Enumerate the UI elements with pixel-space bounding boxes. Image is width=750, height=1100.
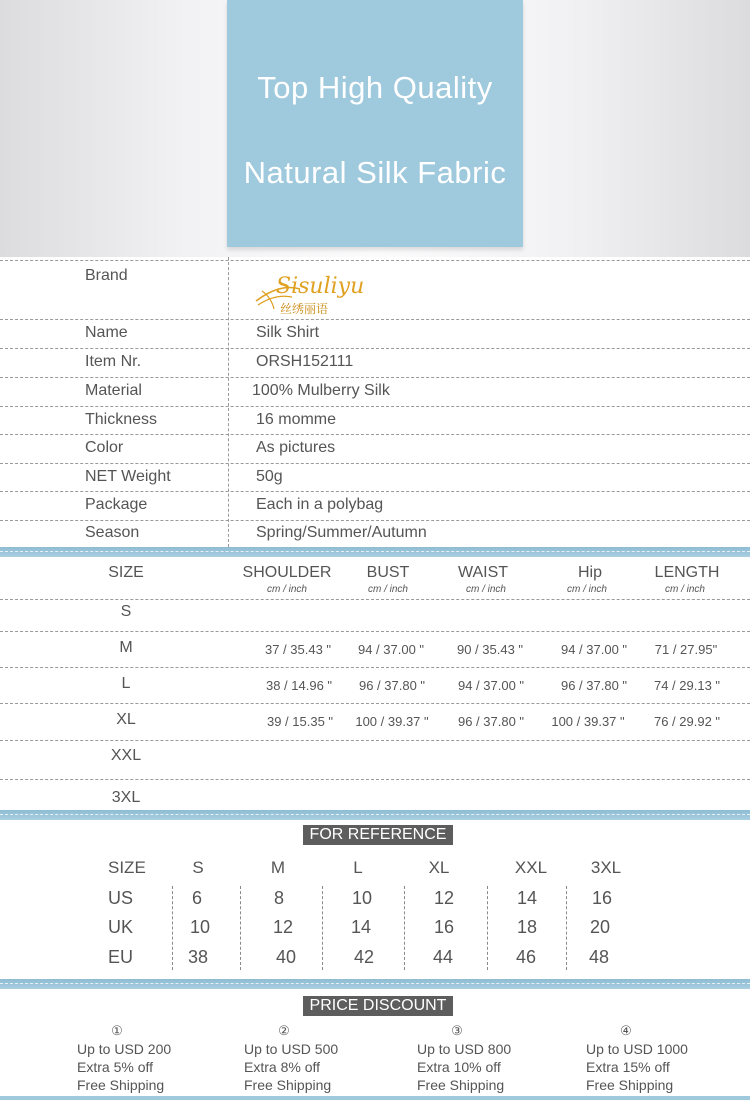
header-title-panel xyxy=(227,0,523,247)
size-chart xyxy=(0,557,750,810)
unit-label: cm / inch xyxy=(367,584,408,595)
reference-separator xyxy=(322,886,323,970)
reference-cell: 16 xyxy=(433,917,455,937)
info-row xyxy=(0,492,750,521)
row-divider xyxy=(0,631,750,632)
brand-logo xyxy=(252,267,392,319)
discount-tier-3 xyxy=(417,1022,577,1094)
tier-number: ④ xyxy=(620,1023,632,1038)
cell-m-hip: 94 / 37.00 " xyxy=(560,642,628,657)
reference-row-label-uk: UK xyxy=(108,917,134,937)
info-value: ORSH152111 xyxy=(256,353,354,370)
size-label-xxl: XXL xyxy=(110,747,142,764)
info-label: Brand xyxy=(85,267,128,284)
tier-discount: Extra 10% off xyxy=(417,1059,501,1075)
info-label: Thickness xyxy=(85,411,158,428)
row-divider xyxy=(0,599,750,600)
discount-tier-2 xyxy=(244,1022,404,1094)
reference-separator xyxy=(487,886,488,970)
discount-tier-1 xyxy=(77,1022,237,1094)
cell-l-length: 74 / 29.13 " xyxy=(653,678,721,693)
info-row xyxy=(0,407,750,435)
column-header-shoulder: SHOULDER xyxy=(242,564,332,581)
reference-cell: 48 xyxy=(588,947,610,967)
info-row xyxy=(0,435,750,464)
info-label: Package xyxy=(85,496,148,513)
tier-threshold: Up to USD 1000 xyxy=(586,1041,688,1057)
section-divider xyxy=(0,547,750,557)
reference-row-label-us: US xyxy=(108,888,134,908)
unit-label: cm / inch xyxy=(266,584,307,595)
reference-cell: 14 xyxy=(350,917,372,937)
reference-cell: 40 xyxy=(275,947,297,967)
reference-cell: 10 xyxy=(351,888,373,908)
cell-l-hip: 96 / 37.80 " xyxy=(560,678,628,693)
header-banner xyxy=(0,0,750,257)
reference-separator xyxy=(240,886,241,970)
info-row xyxy=(0,349,750,378)
reference-separator xyxy=(404,886,405,970)
tier-discount: Extra 15% off xyxy=(586,1059,670,1075)
section-divider xyxy=(0,979,750,989)
info-label: Season xyxy=(85,524,140,541)
column-header-hip: Hip xyxy=(577,564,602,581)
reference-cell: 20 xyxy=(589,917,611,937)
unit-label: cm / inch xyxy=(664,584,705,595)
row-divider xyxy=(0,703,750,704)
reference-cell: 38 xyxy=(187,947,209,967)
reference-header: L xyxy=(353,858,363,877)
svg-text:丝绣丽语: 丝绣丽语 xyxy=(280,302,329,316)
cell-l-shoulder: 38 / 14.96 " xyxy=(265,678,333,693)
bottom-accent-bar xyxy=(0,1096,750,1100)
cell-xl-hip: 100 / 39.37 " xyxy=(551,714,625,729)
reference-cell: 10 xyxy=(189,917,211,937)
info-label: NET Weight xyxy=(85,468,171,485)
cell-m-waist: 90 / 35.43 " xyxy=(456,642,524,657)
reference-separator xyxy=(566,886,567,970)
tier-number: ① xyxy=(111,1023,123,1038)
tier-discount: Extra 8% off xyxy=(244,1059,321,1075)
unit-label: cm / inch xyxy=(465,584,506,595)
cell-m-shoulder: 37 / 35.43 " xyxy=(264,642,332,657)
row-divider xyxy=(0,779,750,780)
info-row xyxy=(0,378,750,407)
size-label-m: M xyxy=(119,639,133,656)
column-header-waist: WAIST xyxy=(457,564,509,581)
reference-cell: 12 xyxy=(433,888,455,908)
reference-header: S xyxy=(192,858,204,877)
reference-cell: 46 xyxy=(515,947,537,967)
cell-xl-waist: 96 / 37.80 " xyxy=(457,714,525,729)
info-row-brand xyxy=(0,260,750,320)
reference-cell: 42 xyxy=(353,947,375,967)
tier-number: ③ xyxy=(451,1023,463,1038)
row-divider xyxy=(0,740,750,741)
info-value: Spring/Summer/Autumn xyxy=(256,524,427,541)
tier-number: ② xyxy=(278,1023,290,1038)
reference-row-label-eu: EU xyxy=(108,947,134,967)
cell-xl-length: 76 / 29.92 " xyxy=(653,714,721,729)
size-label-s: S xyxy=(120,603,132,620)
size-label-3xl: 3XL xyxy=(111,789,141,806)
for-reference-tag: FOR REFERENCE xyxy=(303,825,453,845)
cell-xl-bust: 100 / 39.37 " xyxy=(355,714,429,729)
info-label: Color xyxy=(85,439,124,456)
reference-cell: 14 xyxy=(516,888,538,908)
size-header: SIZE xyxy=(108,564,144,581)
reference-cell: 18 xyxy=(516,917,538,937)
info-label: Name xyxy=(85,324,128,341)
cell-l-waist: 94 / 37.00 " xyxy=(457,678,525,693)
tier-shipping: Free Shipping xyxy=(586,1077,674,1093)
reference-cell: 8 xyxy=(273,888,284,908)
info-value: Silk Shirt xyxy=(256,324,320,341)
reference-header-size: SIZE xyxy=(108,858,146,877)
reference-header: M xyxy=(270,858,286,877)
info-value: Each in a polybag xyxy=(256,496,384,513)
header-title-line2: Natural Silk Fabric xyxy=(243,155,507,190)
info-label: Item Nr. xyxy=(85,353,142,370)
info-row xyxy=(0,320,750,349)
header-title-line1: Top High Quality xyxy=(257,70,493,105)
tier-shipping: Free Shipping xyxy=(77,1077,165,1093)
reference-cell: 16 xyxy=(591,888,613,908)
tier-shipping: Free Shipping xyxy=(244,1077,332,1093)
reference-separator xyxy=(172,886,173,970)
price-discount-tag: PRICE DISCOUNT xyxy=(303,996,453,1016)
reference-cell: 12 xyxy=(272,917,294,937)
cell-m-length: 71 / 27.95" xyxy=(654,642,718,657)
row-divider xyxy=(0,667,750,668)
tier-shipping: Free Shipping xyxy=(417,1077,505,1093)
info-value: As pictures xyxy=(256,439,336,456)
tier-discount: Extra 5% off xyxy=(77,1059,154,1075)
info-value: 16 momme xyxy=(256,411,337,428)
info-value: 50g xyxy=(256,468,283,485)
unit-label: cm / inch xyxy=(566,584,607,595)
info-row xyxy=(0,464,750,492)
cell-xl-shoulder: 39 / 15.35 " xyxy=(266,714,334,729)
reference-header: XXL xyxy=(514,858,548,877)
tier-threshold: Up to USD 200 xyxy=(77,1041,172,1057)
cell-l-bust: 96 / 37.80 " xyxy=(358,678,426,693)
cell-m-bust: 94 / 37.00 " xyxy=(357,642,425,657)
svg-text:Sisuliyu: Sisuliyu xyxy=(276,274,365,299)
column-header-length: LENGTH xyxy=(654,564,720,581)
product-info-table xyxy=(0,257,750,547)
info-value: 100% Mulberry Silk xyxy=(252,382,390,399)
tier-threshold: Up to USD 500 xyxy=(244,1041,339,1057)
size-label-xl: XL xyxy=(116,711,136,728)
reference-cell: 6 xyxy=(191,888,202,908)
tier-threshold: Up to USD 800 xyxy=(417,1041,512,1057)
info-label: Material xyxy=(85,382,142,399)
info-row xyxy=(0,521,750,547)
section-divider xyxy=(0,810,750,820)
column-header-bust: BUST xyxy=(366,564,410,581)
reference-cell: 44 xyxy=(432,947,454,967)
size-label-l: L xyxy=(121,675,131,692)
reference-header: 3XL xyxy=(590,858,622,877)
reference-header: XL xyxy=(428,858,450,877)
discount-tier-4 xyxy=(586,1022,746,1094)
